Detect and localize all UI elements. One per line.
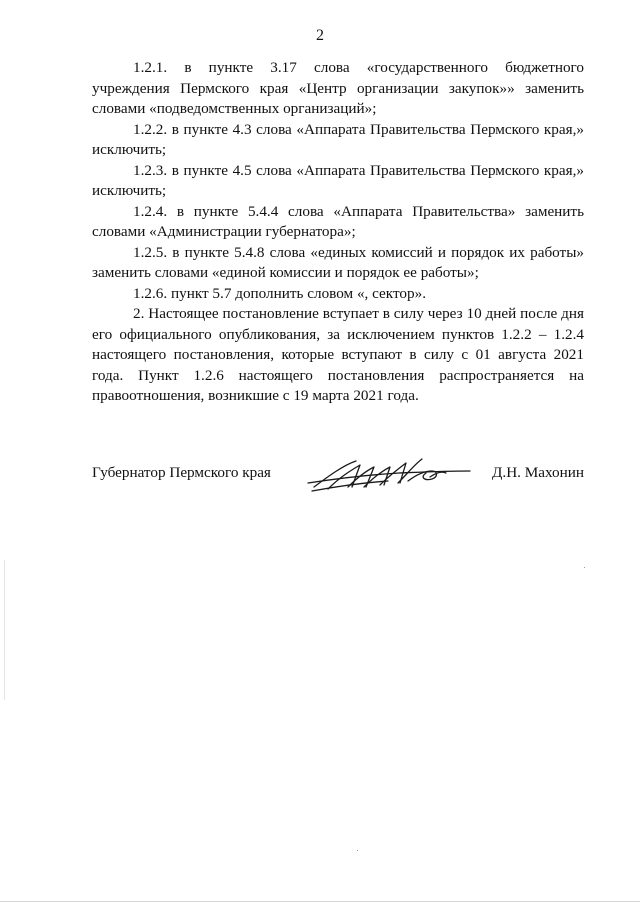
scan-edge-mark (4, 560, 5, 700)
paragraph-1-2-1: 1.2.1. в пункте 3.17 слова «государственного бюджетного учреждения Пермского края «Центр организации закупок»» заменить словами «подведомственных организаций»; (92, 59, 584, 117)
signatory-position: Губернатор Пермского края (92, 464, 271, 481)
scan-speck (357, 850, 358, 851)
signature-block (92, 463, 584, 503)
document-body (92, 58, 584, 407)
scan-bottom-edge (0, 901, 640, 902)
paragraph-1-2-4: 1.2.4. в пункте 5.4.4 слова «Аппарата Правительства» заменить словами «Администрации губернатора»; (92, 202, 584, 240)
paragraph-1-2-5: 1.2.5. в пункте 5.4.8 слова «единых комиссий и порядок их работы» заменить словами «единой комиссии и порядок ее работы»; (92, 243, 584, 281)
page-number: 2 (316, 27, 324, 44)
signatory-name: Д.Н. Махонин (492, 464, 584, 481)
scan-speck (584, 567, 585, 568)
paragraph-2: 2. Настоящее постановление вступает в силу через 10 дней после дня его официального опубликования, за исключением пунктов 1.2.2 – 1.2.4 настоящего постановления, которые вступают в силу с 01 августа 2021 года. Пункт 1.2.6 настоящего постановления распространяется на правоотношения, возникшие с 19 марта 2021 года. (92, 305, 584, 404)
handwritten-signature (304, 453, 474, 503)
paragraph-1-2-6: 1.2.6. пункт 5.7 дополнить словом «, сектор». (133, 284, 426, 302)
paragraph-1-2-2: 1.2.2. в пункте 4.3 слова «Аппарата Правительства Пермского края,» исключить; (92, 120, 584, 158)
paragraph-1-2-3: 1.2.3. в пункте 4.5 слова «Аппарата Правительства Пермского края,» исключить; (92, 161, 584, 199)
